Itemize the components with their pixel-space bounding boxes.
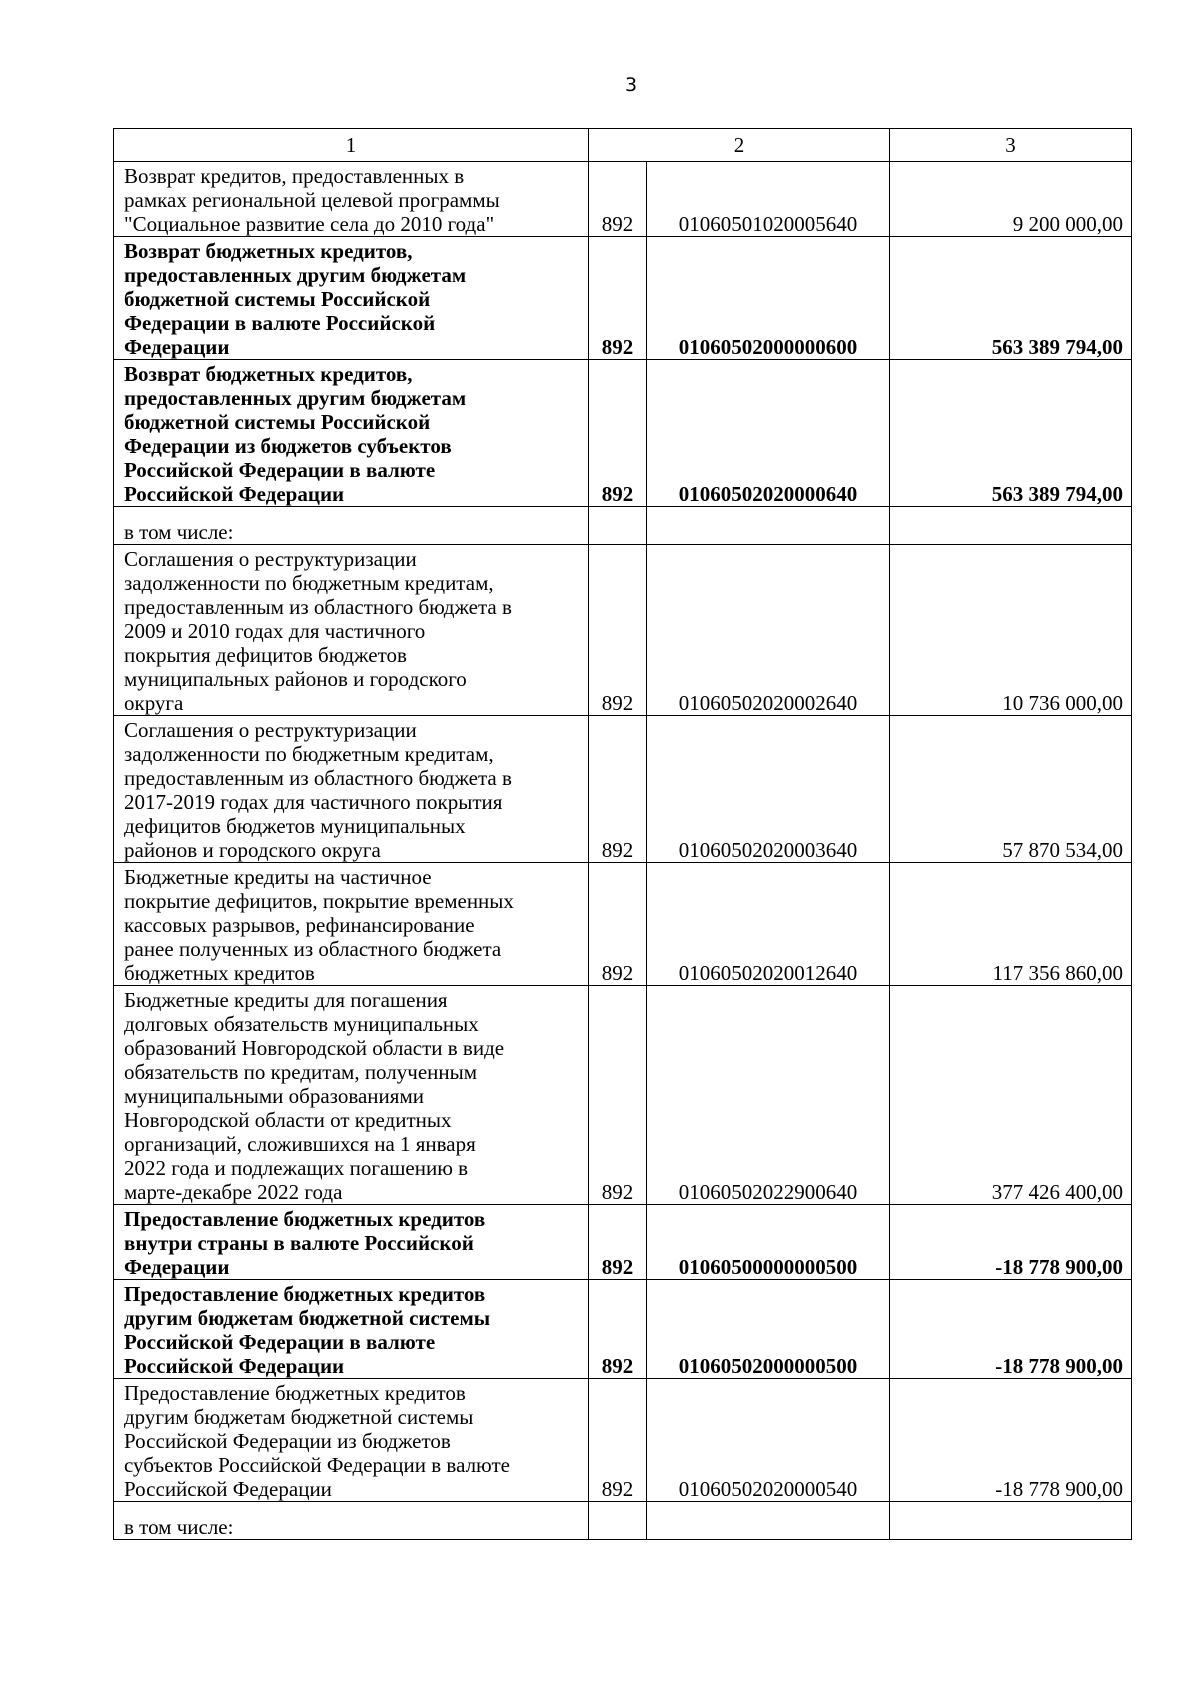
row-description: Возврат кредитов, предоставленных в рамках региональной целевой программы "Социальное развитие села до 2010 года" (114, 162, 589, 237)
row-admin-code: 892 (589, 237, 647, 360)
row-budget-code (647, 1502, 890, 1540)
row-admin-code: 892 (589, 986, 647, 1205)
row-description: Возврат бюджетных кредитов, предоставленных другим бюджетам бюджетной системы Российской Федерации в валюте Российской Федерации (114, 237, 589, 360)
row-description: Предоставление бюджетных кредитов другим бюджетам бюджетной системы Российской Федерации в валюте Российской Федерации (114, 1280, 589, 1379)
row-budget-code: 01060502020000640 (647, 360, 890, 507)
budget-table (113, 128, 1132, 1540)
row-amount: 377 426 400,00 (890, 986, 1132, 1205)
table-row (114, 1205, 1132, 1280)
row-amount: -18 778 900,00 (890, 1205, 1132, 1280)
row-description: Возврат бюджетных кредитов, предоставленных другим бюджетам бюджетной системы Российской Федерации из бюджетов субъектов Российской Федерации в валюте Российской Федерации (114, 360, 589, 507)
row-description: Бюджетные кредиты на частичное покрытие дефицитов, покрытие временных кассовых разрывов, рефинансирование ранее полученных из областного бюджета бюджетных кредитов (114, 863, 589, 986)
row-amount: -18 778 900,00 (890, 1280, 1132, 1379)
table-body (114, 129, 1132, 1540)
row-description: в том числе: (114, 507, 589, 545)
header-col-1: 1 (114, 129, 589, 162)
row-budget-code: 01060500000000500 (647, 1205, 890, 1280)
row-admin-code: 892 (589, 1379, 647, 1502)
row-description: Соглашения о реструктуризации задолженности по бюджетным кредитам, предоставленным из областного бюджета в 2009 и 2010 годах для частичного покрытия дефицитов бюджетов муниципальных районов и городского округа (114, 545, 589, 716)
header-col-2: 2 (589, 129, 890, 162)
table-row (114, 1379, 1132, 1502)
row-admin-code: 892 (589, 1205, 647, 1280)
row-description: в том числе: (114, 1502, 589, 1540)
row-budget-code: 01060502020000540 (647, 1379, 890, 1502)
page-number: 3 (624, 74, 638, 96)
row-admin-code (589, 1502, 647, 1540)
row-amount: 117 356 860,00 (890, 863, 1132, 986)
row-description: Предоставление бюджетных кредитов другим бюджетам бюджетной системы Российской Федерации из бюджетов субъектов Российской Федерации в валюте Российской Федерации (114, 1379, 589, 1502)
row-amount: 57 870 534,00 (890, 716, 1132, 863)
table-row (114, 545, 1132, 716)
row-admin-code: 892 (589, 162, 647, 237)
table-row (114, 360, 1132, 507)
row-amount (890, 1502, 1132, 1540)
row-amount (890, 507, 1132, 545)
row-budget-code: 01060502000000600 (647, 237, 890, 360)
row-budget-code: 01060502020002640 (647, 545, 890, 716)
row-amount: 10 736 000,00 (890, 545, 1132, 716)
row-admin-code: 892 (589, 545, 647, 716)
row-amount: -18 778 900,00 (890, 1379, 1132, 1502)
table-row (114, 1502, 1132, 1540)
row-description: Предоставление бюджетных кредитов внутри страны в валюте Российской Федерации (114, 1205, 589, 1280)
table-row (114, 1280, 1132, 1379)
row-budget-code: 01060501020005640 (647, 162, 890, 237)
row-admin-code (589, 507, 647, 545)
row-amount: 563 389 794,00 (890, 237, 1132, 360)
table-row (114, 162, 1132, 237)
row-amount: 563 389 794,00 (890, 360, 1132, 507)
row-amount: 9 200 000,00 (890, 162, 1132, 237)
row-budget-code (647, 507, 890, 545)
row-admin-code: 892 (589, 1280, 647, 1379)
table-row (114, 863, 1132, 986)
row-budget-code: 01060502020003640 (647, 716, 890, 863)
row-admin-code: 892 (589, 716, 647, 863)
row-budget-code: 01060502022900640 (647, 986, 890, 1205)
table-row (114, 237, 1132, 360)
row-budget-code: 01060502000000500 (647, 1280, 890, 1379)
table-row (114, 507, 1132, 545)
table-row (114, 986, 1132, 1205)
table-header-row (114, 129, 1132, 162)
row-admin-code: 892 (589, 360, 647, 507)
row-description: Соглашения о реструктуризации задолженности по бюджетным кредитам, предоставленным из областного бюджета в 2017-2019 годах для частичного покрытия дефицитов бюджетов муниципальных районов и городского округа (114, 716, 589, 863)
row-description: Бюджетные кредиты для погашения долговых обязательств муниципальных образований Новгородской области в виде обязательств по кредитам, полученным муниципальными образованиями Новгородской области от кредитных организаций, сложившихся на 1 января 2022 года и подлежащих погашению в марте-декабре 2022 года (114, 986, 589, 1205)
row-budget-code: 01060502020012640 (647, 863, 890, 986)
row-admin-code: 892 (589, 863, 647, 986)
table-row (114, 716, 1132, 863)
header-col-3: 3 (890, 129, 1132, 162)
